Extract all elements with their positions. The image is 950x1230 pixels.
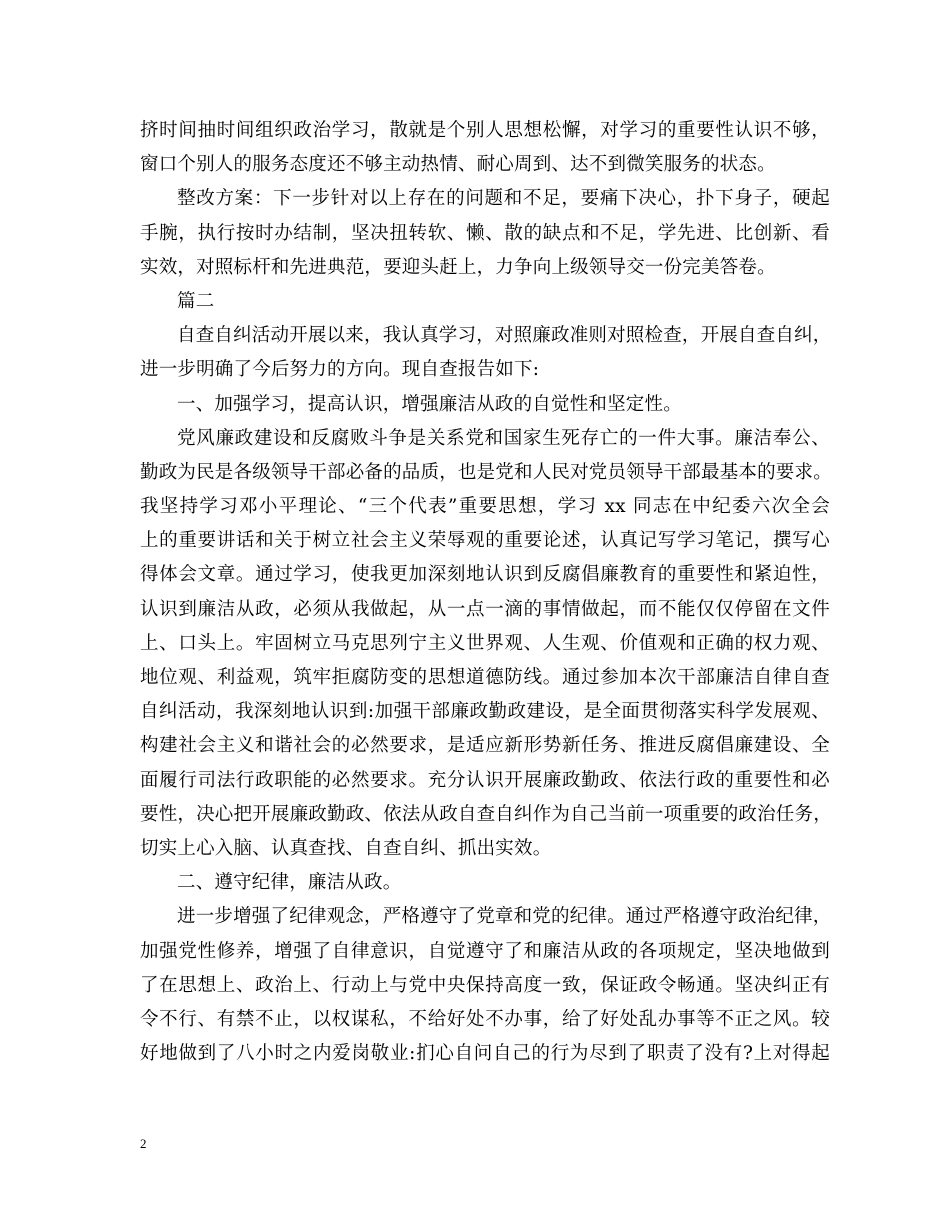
paragraph-start-line: 自查自纠活动开展以来，我认真学习，对照廉政准则对照检查，开展自查自纠， [177,325,832,347]
text-line: 认识到廉洁从政，必须从我做起，从一点一滴的事情做起，而不能仅仅停留在文件 [140,598,830,620]
text-line: 自纠活动，我深刻地认识到:加强干部廉政勤政建设，是全面贯彻落实科学发展观、 [140,701,830,723]
page-number: 2 [140,1136,147,1151]
text-line: 上的重要讲话和关于树立社会主义荣辱观的重要论述，认真记写学习笔记，撰写心 [140,530,830,552]
text-line: 窗口个别人的服务态度还不够主动热情、耐心周到、达不到微笑服务的状态。 [140,154,776,176]
text-line: 加强党性修养，增强了自律意识，自觉遵守了和廉洁从政的各项规定，坚决地做到 [140,940,830,962]
text-line: 勤政为民是各级领导干部必备的品质，也是党和人民对党员领导干部最基本的要求。 [140,461,832,483]
text-line: 我坚持学习邓小平理论、“三个代表”重要思想，学习 xx 同志在中纪委六次全会 [140,496,830,518]
text-line: 要性，决心把开展廉政勤政、依法从政自查自纠作为自己当前一项重要的政治任务， [140,803,832,825]
text-line: 地位观、利益观，筑牢拒腐防变的思想道德防线。通过参加本次干部廉洁自律自查 [140,667,830,688]
text-line: 切实上心入脑、认真查找、自查自纠、抓出实效。 [140,837,552,859]
body-text [140,114,830,1071]
text-line: 挤时间抽时间组织政治学习，散就是个别人思想松懈，对学习的重要性认识不够， [140,120,830,141]
subsection-heading: 一、加强学习，提高认识，增强廉洁从政的自觉性和坚定性。 [177,393,682,415]
text-line: 好地做到了八小时之内爱岗敬业:扪心自问自己的行为尽到了职责了没有?上对得起 [140,1043,830,1065]
paragraph-start-line: 党风廉政建设和反腐败斗争是关系党和国家生死存亡的一件大事。廉洁奉公、 [177,427,830,449]
text-line: 了在思想上、政治上、行动上与党中央保持高度一致，保证政令畅通。坚决纠正有 [140,974,830,996]
text-line: 面履行司法行政职能的必然要求。充分认识开展廉政勤政、依法行政的重要性和必 [140,769,830,791]
text-line: 进一步明确了今后努力的方向。现自查报告如下: [140,359,540,381]
paragraph-start-line: 整改方案：下一步针对以上存在的问题和不足，要痛下决心，扑下身子，硬起 [177,188,830,210]
section-heading: 篇二 [177,290,215,312]
text-line: 构建社会主义和谐社会的必然要求，是适应新形势新任务、推进反腐倡廉建设、全 [140,735,830,757]
text-line: 手腕，执行按时办结制，坚决扭转软、懒、散的缺点和不足，学先进、比创新、看 [140,222,830,244]
text-line: 实效，对照标杆和先进典范，要迎头赶上，力争向上级领导交一份完美答卷。 [140,256,776,278]
text-line: 上、口头上。牢固树立马克思列宁主义世界观、人生观、价值观和正确的权力观、 [140,632,830,654]
text-line: 令不行、有禁不止，以权谋私，不给好处不办事，给了好处乱办事等不正之风。较 [140,1008,830,1030]
subsection-heading: 二、遵守纪律，廉洁从政。 [177,872,402,894]
text-line: 得体会文章。通过学习，使我更加深刻地认识到反腐倡廉教育的重要性和紧迫性， [140,564,830,586]
paragraph-start-line: 进一步增强了纪律观念，严格遵守了党章和党的纪律。通过严格遵守政治纪律， [177,906,832,928]
